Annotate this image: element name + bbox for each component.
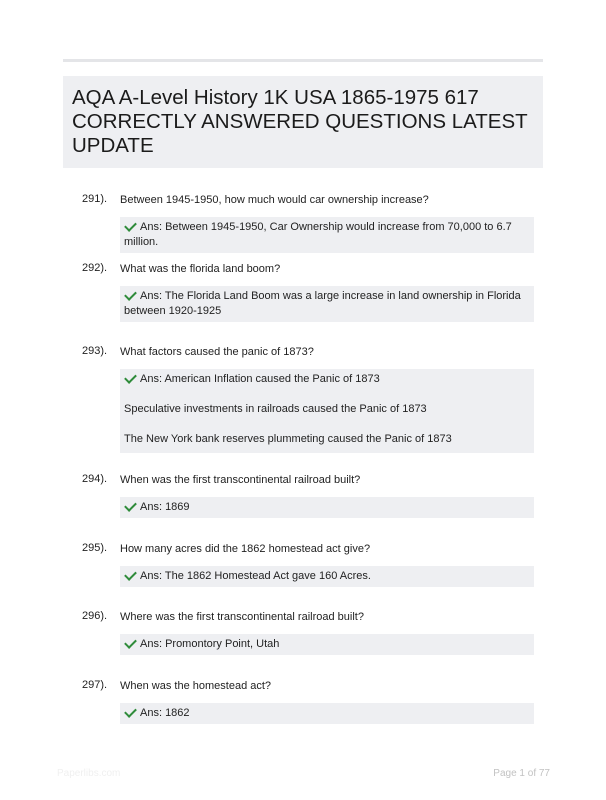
answer-box [120,497,534,518]
question-text: When was the homestead act? [120,680,272,692]
question-text: How many acres did the 1862 homestead act give? [120,543,371,555]
question-text: What factors caused the panic of 1873? [120,346,314,358]
checkmark-icon [124,499,137,512]
page-number: Page 1 of 77 [493,768,550,779]
question-text: Between 1945-1950, how much would car ownership increase? [120,194,429,206]
answer-box [120,286,534,322]
question-text: What was the florida land boom? [120,263,281,275]
answer-text: Ans: The Florida Land Boom was a large increase in land ownership in Florida between 1920-1925 [124,290,521,317]
question-number: 294). [82,473,108,485]
checkmark-icon [124,636,137,649]
answer-text: Ans: 1869 [140,501,190,513]
answer-text-extra: Speculative investments in railroads caused the Panic of 1873 [124,403,427,415]
answer-text: Ans: Between 1945-1950, Car Ownership would increase from 70,000 to 6.7 million. [124,221,512,248]
answer-text: Ans: The 1862 Homestead Act gave 160 Acres. [140,570,371,582]
question-number: 295). [82,542,108,554]
answer-text: Ans: American Inflation caused the Panic of 1873 [140,373,380,385]
question-number: 291). [82,193,108,205]
top-divider [63,59,543,62]
checkmark-icon [124,288,137,301]
answer-box [120,634,534,655]
answer-text: Ans: 1862 [140,707,190,719]
checkmark-icon [124,371,137,384]
answer-box [120,369,534,453]
answer-box [120,217,534,253]
title-banner [63,76,543,168]
question-number: 293). [82,345,108,357]
checkmark-icon [124,568,137,581]
footer-site-watermark: Paperlibs.com [57,768,121,779]
answer-box [120,566,534,587]
question-number: 292). [82,262,108,274]
question-text: When was the first transcontinental railroad built? [120,474,361,486]
answer-text-extra: The New York bank reserves plummeting caused the Panic of 1873 [124,433,452,445]
question-number: 297). [82,679,108,691]
page-title: AQA A-Level History 1K USA 1865-1975 617 CORRECTLY ANSWERED QUESTIONS LATEST UPDATE [72,86,528,157]
question-number: 296). [82,610,108,622]
checkmark-icon [124,219,137,232]
answer-text: Ans: Promontory Point, Utah [140,638,280,650]
answer-box [120,703,534,724]
checkmark-icon [124,705,137,718]
question-text: Where was the first transcontinental railroad built? [120,611,364,623]
